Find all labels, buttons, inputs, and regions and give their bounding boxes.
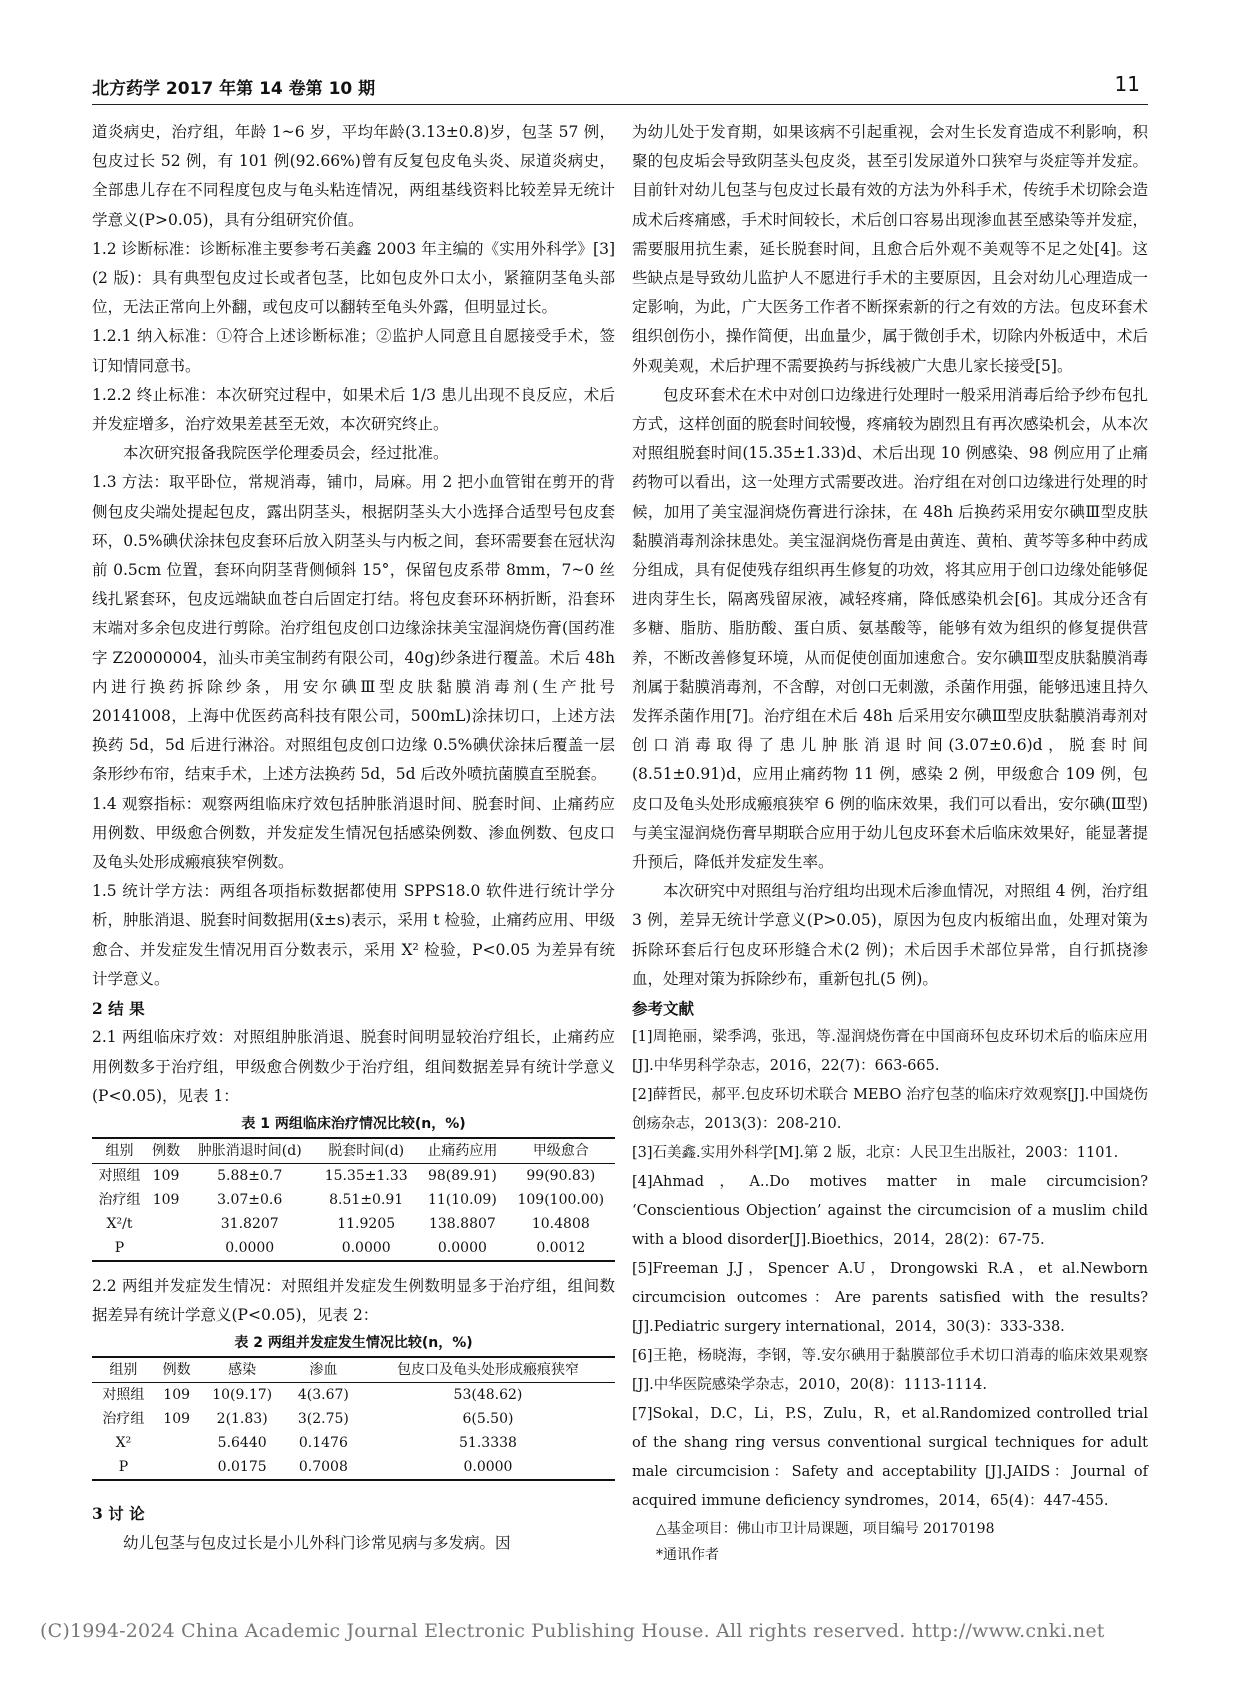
table-cell: 3(2.75) — [297, 1411, 349, 1428]
table-row — [92, 1163, 615, 1188]
table-cell: 99(90.83) — [526, 1167, 596, 1184]
table-cell: 对照组 — [102, 1387, 145, 1404]
section-complications: 2.2 两组并发症发生情况：对照组并发症发生例数明显多于治疗组，组间数据差异有统计学意义(P<0.05)，见表 2： — [92, 1276, 615, 1325]
paragraph-ethics: 本次研究报备我院医学伦理委员会，经过批准。 — [123, 444, 449, 463]
reference-item: [2]薛哲民，郝平.包皮环切术联合 MEBO 治疗包茎的临床疗效观察[J].中国烧伤创疡杂志，2013(3)：208-210. — [632, 1087, 1148, 1133]
table-cell: X² — [115, 1435, 132, 1452]
table-cell: 109 — [163, 1387, 191, 1404]
page-number: 11 — [1114, 72, 1140, 96]
table-cell: 3.07±0.6 — [217, 1191, 283, 1208]
table-header-cell: 甲级愈合 — [532, 1142, 589, 1159]
table-cell — [155, 1455, 199, 1480]
table-cell: 109 — [152, 1167, 180, 1184]
heading-references: 参考文献 — [632, 999, 695, 1019]
table-row — [92, 1188, 615, 1212]
table-cell: 138.8807 — [428, 1215, 496, 1232]
table-cell: 0.0000 — [437, 1239, 487, 1256]
table-cell: 5.6440 — [217, 1435, 267, 1452]
paragraph: 包皮环套术在术中对创口边缘进行处理时一般采用消毒后给予纱布包扎方式，这样创面的脱套时间较慢，疼痛较为剧烈且有再次感染机会，从本次对照组脱套时间(15.35±1.33)d、术后出现 10 例感染、98 例应用了止痛药物可以看出，这一处理方式需要改进。治疗组在对创口边缘进行处理的时候，加用了美宝湿润烧伤膏进行涂抹，在 48h 后换药采用安尔碘Ⅲ型皮肤黏膜消毒剂涂抹患处。美宝湿润烧伤膏是由黄连、黄柏、黄芩等多种中药成分组成，具有促使残存组织再生修复的功效，将其应用于创口边缘处能够促进肉芽生长，隔离残留尿液，减轻疼痛，降低感染机会[6]。其成分还含有多糖、脂肪、脂肪酸、蛋白质、氨基酸等，能够有效为组织的修复提供营养，不断改善修复环境，从而促使创面加速愈合。安尔碘Ⅲ型皮肤黏膜消毒剂属于黏膜消毒剂，不含醇，对创口无刺激，杀菌作用强，能够迅速且持久发挥杀菌作用[7]。治疗组在术后 48h 后采用安尔碘Ⅲ型皮肤黏膜消毒剂对创口消毒取得了患儿肿胀消退时间(3.07±0.6)d，脱套时间(8.51±0.91)d，应用止痛药物 11 例，感染 2 例，甲级愈合 109 例，包皮口及龟头处形成瘢痕狭窄 6 例的临床效果，我们可以看出，安尔碘(Ⅲ型)与美宝湿润烧伤膏早期联合应用于幼儿包皮环套术后临床效果好，能显著提升预后，降低并发症发生率。 — [632, 385, 1148, 872]
table2 — [92, 1356, 615, 1481]
table-cell: 109 — [152, 1191, 180, 1208]
table-cell: 6(5.50) — [462, 1411, 514, 1428]
table-cell: 10.4808 — [531, 1215, 590, 1232]
section-inclusion: 1.2.1 纳入标准：①符合上述诊断标准；②监护人同意且自愿接受手术，签订知情同意书。 — [92, 327, 615, 375]
reference-item: [5]Freeman J.J，Spencer A.U，Drongowski R.A，et al.Newborn circumcision outcomes：Are parents satisfied with the results?[J].Pediatric surgery international，2014，30(3)：333-338. — [632, 1261, 1148, 1336]
table-cell: 109 — [163, 1411, 191, 1428]
table1 — [92, 1137, 615, 1262]
table-cell: 31.8207 — [220, 1215, 279, 1232]
table-row — [92, 1407, 615, 1431]
left-column — [92, 118, 615, 1558]
table-header-cell: 例数 — [152, 1142, 181, 1159]
table-header-cell: 止痛药应用 — [427, 1142, 498, 1159]
table-cell: 51.3338 — [459, 1435, 517, 1452]
funding-note: △基金项目：佛山市卫计局课题，项目编号 20170198 — [656, 1521, 995, 1538]
table-header-cell: 感染 — [228, 1362, 257, 1379]
paragraph: 道炎病史，治疗组，年龄 1~6 岁，平均年龄(3.13±0.8)岁，包茎 57 例，包皮过长 52 例，有 101 例(92.66%)曾有反复包皮龟头炎、尿道炎病史，全部患儿存在不同程度包皮与龟头粘连情况，两组基线资料比较差异无统计学意义(P>0.05)，具有分组研究价值。 — [92, 123, 615, 229]
paragraph: 幼儿包茎与包皮过长是小儿外科门诊常见病与多发病。因 — [123, 1533, 511, 1552]
table-cell: X²/t — [106, 1215, 133, 1232]
corresponding-author-note: *通讯作者 — [656, 1547, 719, 1564]
table-cell: 治疗组 — [98, 1191, 141, 1208]
table-cell: 对照组 — [98, 1167, 141, 1184]
table-cell: 0.0012 — [536, 1239, 586, 1256]
copyright-footer: (C)1994-2024 China Academic Journal Electronic Publishing House. All rights reserved. http://www.cnki.net — [40, 1620, 1105, 1642]
table-cell: 0.0000 — [463, 1459, 513, 1476]
table2-caption: 表 2 两组并发症发生情况比较(n，%) — [234, 1335, 473, 1352]
paragraph: 本次研究中对照组与治疗组均出现术后渗血情况，对照组 4 例，治疗组 3 例，差异无统计学意义(P>0.05)，原因为包皮内板缩出血，处理对策为拆除环套后行包皮环形缝合术(2 例)；术后因手术部位异常，自行抓挠渗血，处理对策为拆除纱布，重新包扎(5 例)。 — [632, 882, 1148, 988]
table-header-cell: 例数 — [162, 1362, 191, 1379]
reference-item: [1]周艳丽，梁季鸿，张迅，等.湿润烧伤膏在中国商环包皮环切术后的临床应用[J].中华男科学杂志，2016，22(7)：663-665. — [632, 1029, 1148, 1075]
table-cell: 11.9205 — [337, 1215, 396, 1232]
table-cell: 治疗组 — [102, 1411, 145, 1428]
reference-item: [7]Sokal，D.C，Li，P.S，Zulu，R，et al.Randomized controlled trial of the shang ring versus conventional surgical techniques for adult male circumcision：Safety and acceptability [J].JAIDS：Journal of acquired immune deficiency syndromes，2014，65(4)：447-455. — [632, 1406, 1148, 1510]
table-cell: P — [118, 1459, 129, 1476]
table-cell: 98(89.91) — [427, 1167, 497, 1184]
table-cell — [155, 1431, 199, 1455]
table-cell: 0.0000 — [225, 1239, 275, 1256]
table-row — [92, 1455, 615, 1480]
table-cell: 2(1.83) — [216, 1411, 268, 1428]
table-cell: 0.0000 — [341, 1239, 391, 1256]
reference-item: [4]Ahmad，A..Do motives matter in male circumcision? ‘Conscientious Objection’ against the circumcision of a muslim child with a blood disorder[J].Bioethics，2014，28(2)：67-75. — [632, 1174, 1148, 1249]
table-cell: 0.7008 — [298, 1459, 348, 1476]
right-column — [632, 118, 1148, 1568]
paragraph: 为幼儿处于发育期，如果该病不引起重视，会对生长发育造成不利影响，积聚的包皮垢会导致阴茎头包皮炎，甚至引发尿道外口狭窄与炎症等并发症。目前针对幼儿包茎与包皮过长最有效的方法为外科手术，传统手术切除会造成术后疼痛感，手术时间较长，术后创口容易出现渗血甚至感染等并发症，需要服用抗生素，延长脱套时间，且愈合后外观不美观等不足之处[4]。这些缺点是导致幼儿监护人不愿进行手术的主要原因，且会对幼儿心理造成一定影响，为此，广大医务工作者不断探索新的行之有效的方法。包皮环套术组织创伤小，操作简便，出血量少，属于微创手术，切除内外板适中，术后外观美观，术后护理不需要换药与拆线被广大患儿家长接受[5]。 — [632, 123, 1148, 375]
section-clinical-efficacy: 2.1 两组临床疗效：对照组肿胀消退、脱套时间明显较治疗组长，止痛药应用例数多于治疗组，甲级愈合例数少于治疗组，组间数据差异有统计学意义(P<0.05)，见表 1： — [92, 1028, 615, 1105]
table-cell: 11(10.09) — [427, 1191, 497, 1208]
table-row — [92, 1383, 615, 1408]
table-cell: 5.88±0.7 — [217, 1167, 283, 1184]
section-diagnosis: 1.2 诊断标准：诊断标准主要参考石美鑫 2003 年主编的《实用外科学》[3](2 版)：具有典型包皮过长或者包茎，比如包皮外口太小，紧箍阴茎龟头部位，无法正常向上外翻，或包皮可以翻转至龟头外露，但明显过长。 — [92, 239, 615, 317]
table-header-cell: 脱套时间(d) — [328, 1142, 405, 1159]
table-cell: 15.35±1.33 — [324, 1167, 408, 1184]
table-header-cell: 组别 — [105, 1142, 134, 1159]
table-cell: 10(9.17) — [212, 1387, 273, 1404]
table1-caption: 表 1 两组临床治疗情况比较(n，%) — [241, 1115, 466, 1132]
table-row — [92, 1212, 615, 1236]
table-cell: 8.51±0.91 — [329, 1191, 404, 1208]
section-termination: 1.2.2 终止标准：本次研究过程中，如果术后 1/3 患儿出现不良反应，术后并发症增多，治疗效果差甚至无效，本次研究终止。 — [92, 385, 615, 434]
table-header-cell: 包皮口及龟头处形成瘢痕狭窄 — [396, 1362, 579, 1379]
heading-discussion: 3 讨 论 — [92, 1504, 145, 1524]
table-row — [92, 1431, 615, 1455]
table-cell — [147, 1212, 185, 1236]
page-header — [92, 70, 1148, 105]
section-observation: 1.4 观察指标：观察两组临床疗效包括肿胀消退时间、脱套时间、止痛药应用例数、甲级愈合例数，并发症发生情况包括感染例数、渗血例数、包皮口及龟头处形成瘢痕狭窄例数。 — [92, 794, 615, 872]
table-cell: 109(100.00) — [517, 1191, 605, 1208]
table-cell: 4(3.67) — [297, 1387, 349, 1404]
table-cell — [147, 1236, 185, 1261]
table-header-cell: 组别 — [109, 1362, 138, 1379]
table-header-cell: 渗血 — [309, 1362, 338, 1379]
section-method: 1.3 方法：取平卧位，常规消毒，铺巾，局麻。用 2 把小血管钳在剪开的背侧包皮尖端处提起包皮，露出阴茎头，根据阴茎头大小选择合适型号包皮套环，0.5%碘伏涂抹包皮套环后放入阴茎头与内板之间，套环需要套在冠状沟前 0.5cm 位置，套环向阴茎背侧倾斜 15°，保留包皮系带 8mm，7~0 丝线扎紧套环，包皮远端缺血苍白后固定打结。将包皮套环环柄折断，沿套环末端对多余包皮进行剪除。治疗组包皮创口边缘涂抹美宝湿润烧伤膏(国药准字 Z20000004，汕头市美宝制药有限公司，40g)纱条进行覆盖。术后 48h 内进行换药拆除纱条，用安尔碘Ⅲ型皮肤黏膜消毒剂(生产批号 20141008，上海中优医药高科技有限公司，500mL)涂抹切口，上述方法换药 5d，5d 后进行淋浴。对照组包皮创口边缘 0.5%碘伏涂抹后覆盖一层条形纱布帘，结束手术，上述方法换药 5d，5d 后改外喷抗菌膜直至脱套。 — [92, 473, 615, 784]
reference-item: [3]石美鑫.实用外科学[M].第 2 版，北京：人民卫生出版社，2003：1101. — [632, 1145, 1119, 1162]
reference-item: [6]王艳，杨晓海，李钢，等.安尔碘用于黏膜部位手术切口消毒的临床效果观察[J].中华医院感染学杂志，2010，20(8)：1113-1114. — [632, 1348, 1148, 1394]
table-cell: 0.0175 — [217, 1459, 267, 1476]
table-cell: 0.1476 — [298, 1435, 348, 1452]
journal-title: 北方药学 2017 年第 14 卷第 10 期 — [92, 79, 376, 99]
table-cell: 53(48.62) — [453, 1387, 523, 1404]
table-row — [92, 1236, 615, 1261]
table-header-cell: 肿胀消退时间(d) — [197, 1142, 302, 1159]
heading-results: 2 结 果 — [92, 999, 145, 1019]
table-cell: P — [114, 1239, 125, 1256]
section-statistics: 1.5 统计学方法：两组各项指标数据都使用 SPPS18.0 软件进行统计学分析，肿胀消退、脱套时间数据用(x̄±s)表示，采用 t 检验，止痛药应用、甲级愈合、并发症发生情况用百分数表示，采用 X² 检验，P<0.05 为差异有统计学意义。 — [92, 882, 615, 988]
